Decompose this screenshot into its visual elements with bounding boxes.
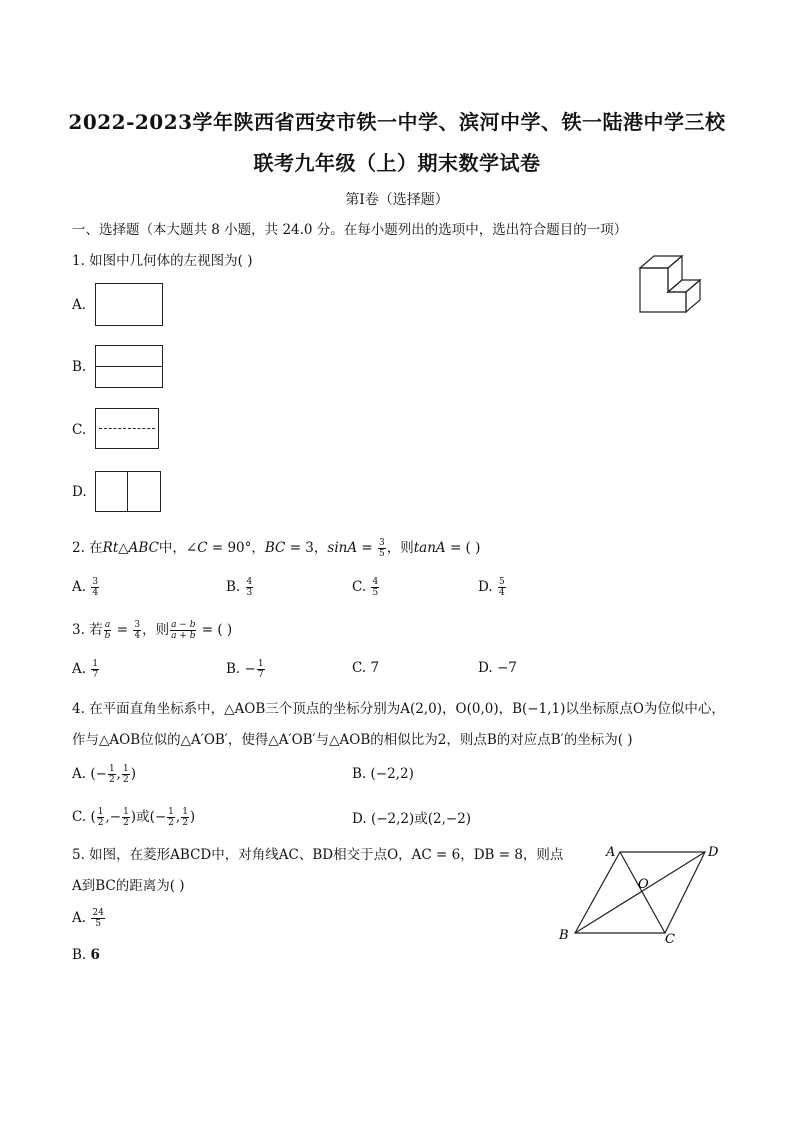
q2-bc: BC	[264, 540, 286, 556]
q1-option-b-label: B.	[72, 359, 87, 375]
question-4-line1: 4. 在平面直角坐标系中，△AOB三个顶点的坐标分别为A(2,0)，O(0,0)，B(−1,1)以坐标原点O为位似中心，	[72, 701, 725, 717]
q5-option-a: A. $\frac{24}{5}$	[72, 908, 104, 929]
q1-option-a-rectangle	[95, 283, 163, 326]
q5-rhombus-figure	[555, 840, 730, 948]
question-3-stem: 3. 若 $\frac{a}{b}$ = $\frac{3}{4}$ ，则 $\frac{a - b}{a + b}$ = ( )	[72, 620, 233, 641]
q4-option-c: C. ( $\frac{1}{2}$ ,− $\frac{1}{2}$ )或(− $\frac{1}{2}$ , $\frac{1}{2}$ )	[72, 807, 196, 828]
q2-option-a: A. $\frac{3}{4}$	[72, 577, 99, 598]
question-2-stem	[72, 536, 480, 559]
question-4-line2: 作与△AOB位似的△A′OB′，使得△A′OB′与△AOB的相似比为2，则点B的对应点B′的坐标为( )	[72, 732, 633, 748]
q1-option-b-divider	[96, 366, 162, 367]
q2-sin-fraction: $\frac{3}{5}$	[379, 538, 385, 559]
question-5-line1: 5. 如图，在菱形ABCD中，对角线AC、BD相交于点O，AC = 6，DB = 8，则点	[72, 847, 564, 863]
q1-option-b-rectangle	[95, 345, 163, 388]
q2-option-b: B. $\frac{4}{3}$	[226, 577, 253, 598]
q3-fraction-a-b: $\frac{a}{b}$	[104, 620, 111, 641]
q2-option-c: C. $\frac{4}{5}$	[352, 577, 379, 598]
q5-point-d: D	[708, 845, 719, 860]
q1-option-d-rectangle	[95, 471, 161, 512]
q5-point-b: B	[559, 928, 569, 943]
q1-option-c-label: C.	[72, 422, 87, 438]
q3-option-b: B. − $\frac{1}{7}$	[226, 659, 264, 680]
q2-text: 中，∠	[158, 540, 198, 556]
q5-point-c: C	[665, 932, 675, 947]
exam-title-line2: 联考九年级（上）期末数学试卷	[253, 151, 541, 175]
q4-option-d: D. (−2,2)或(2,−2)	[352, 811, 472, 827]
q1-option-d-label: D.	[72, 484, 87, 500]
q1-option-c-dashed-line	[99, 428, 155, 429]
q5-point-o: O	[638, 877, 649, 892]
q1-option-a-label: A.	[72, 297, 87, 313]
question-5-line2: A到BC的距离为( )	[72, 878, 185, 894]
q3-option-c: C. 7	[352, 660, 380, 676]
q1-solid-figure	[636, 250, 726, 320]
q2-text: = ( )	[445, 540, 481, 556]
question-1-stem: 1. 如图中几何体的左视图为( )	[72, 253, 253, 269]
q3-option-a: A. $\frac{1}{7}$	[72, 659, 99, 680]
q2-triangle: △ABC	[118, 540, 159, 556]
q3-fraction-3-4: $\frac{3}{4}$	[134, 620, 141, 641]
q2-text: =	[357, 540, 377, 556]
q1-option-d-divider	[127, 472, 128, 511]
q2-text: = 3，	[285, 540, 328, 556]
q4-option-a: A. (− $\frac{1}{2}$ , $\frac{1}{2}$ )	[72, 764, 136, 785]
q2-text: ，则	[386, 540, 414, 556]
q2-rt: Rt	[102, 540, 119, 556]
q2-option-d: D. $\frac{5}{4}$	[478, 577, 505, 598]
q2-text: = 90°，	[207, 540, 265, 556]
q3-option-d: D. −7	[478, 660, 517, 676]
volume-label: 第I卷（选择题）	[345, 192, 449, 208]
q2-text: 2. 在	[72, 540, 103, 556]
q2-sin: sinA	[327, 540, 358, 556]
section-heading: 一、选择题（本大题共 8 小题，共 24.0 分。在每小题列出的选项中，选出符合题目的一项）	[72, 222, 628, 238]
q2-angle-c: C	[197, 540, 208, 556]
q2-tan: tanA	[413, 540, 446, 556]
exam-title-line1: 2022-2023学年陕西省西安市铁一中学、滨河中学、铁一陆港中学三校	[68, 110, 726, 134]
q5-point-a: A	[606, 845, 616, 860]
q1-option-c-rectangle	[95, 408, 159, 449]
q4-option-b: B. (−2,2)	[352, 766, 414, 782]
q5-option-b: B. 6	[72, 947, 100, 963]
q3-fraction-expression: $\frac{a - b}{a + b}$	[171, 620, 196, 641]
